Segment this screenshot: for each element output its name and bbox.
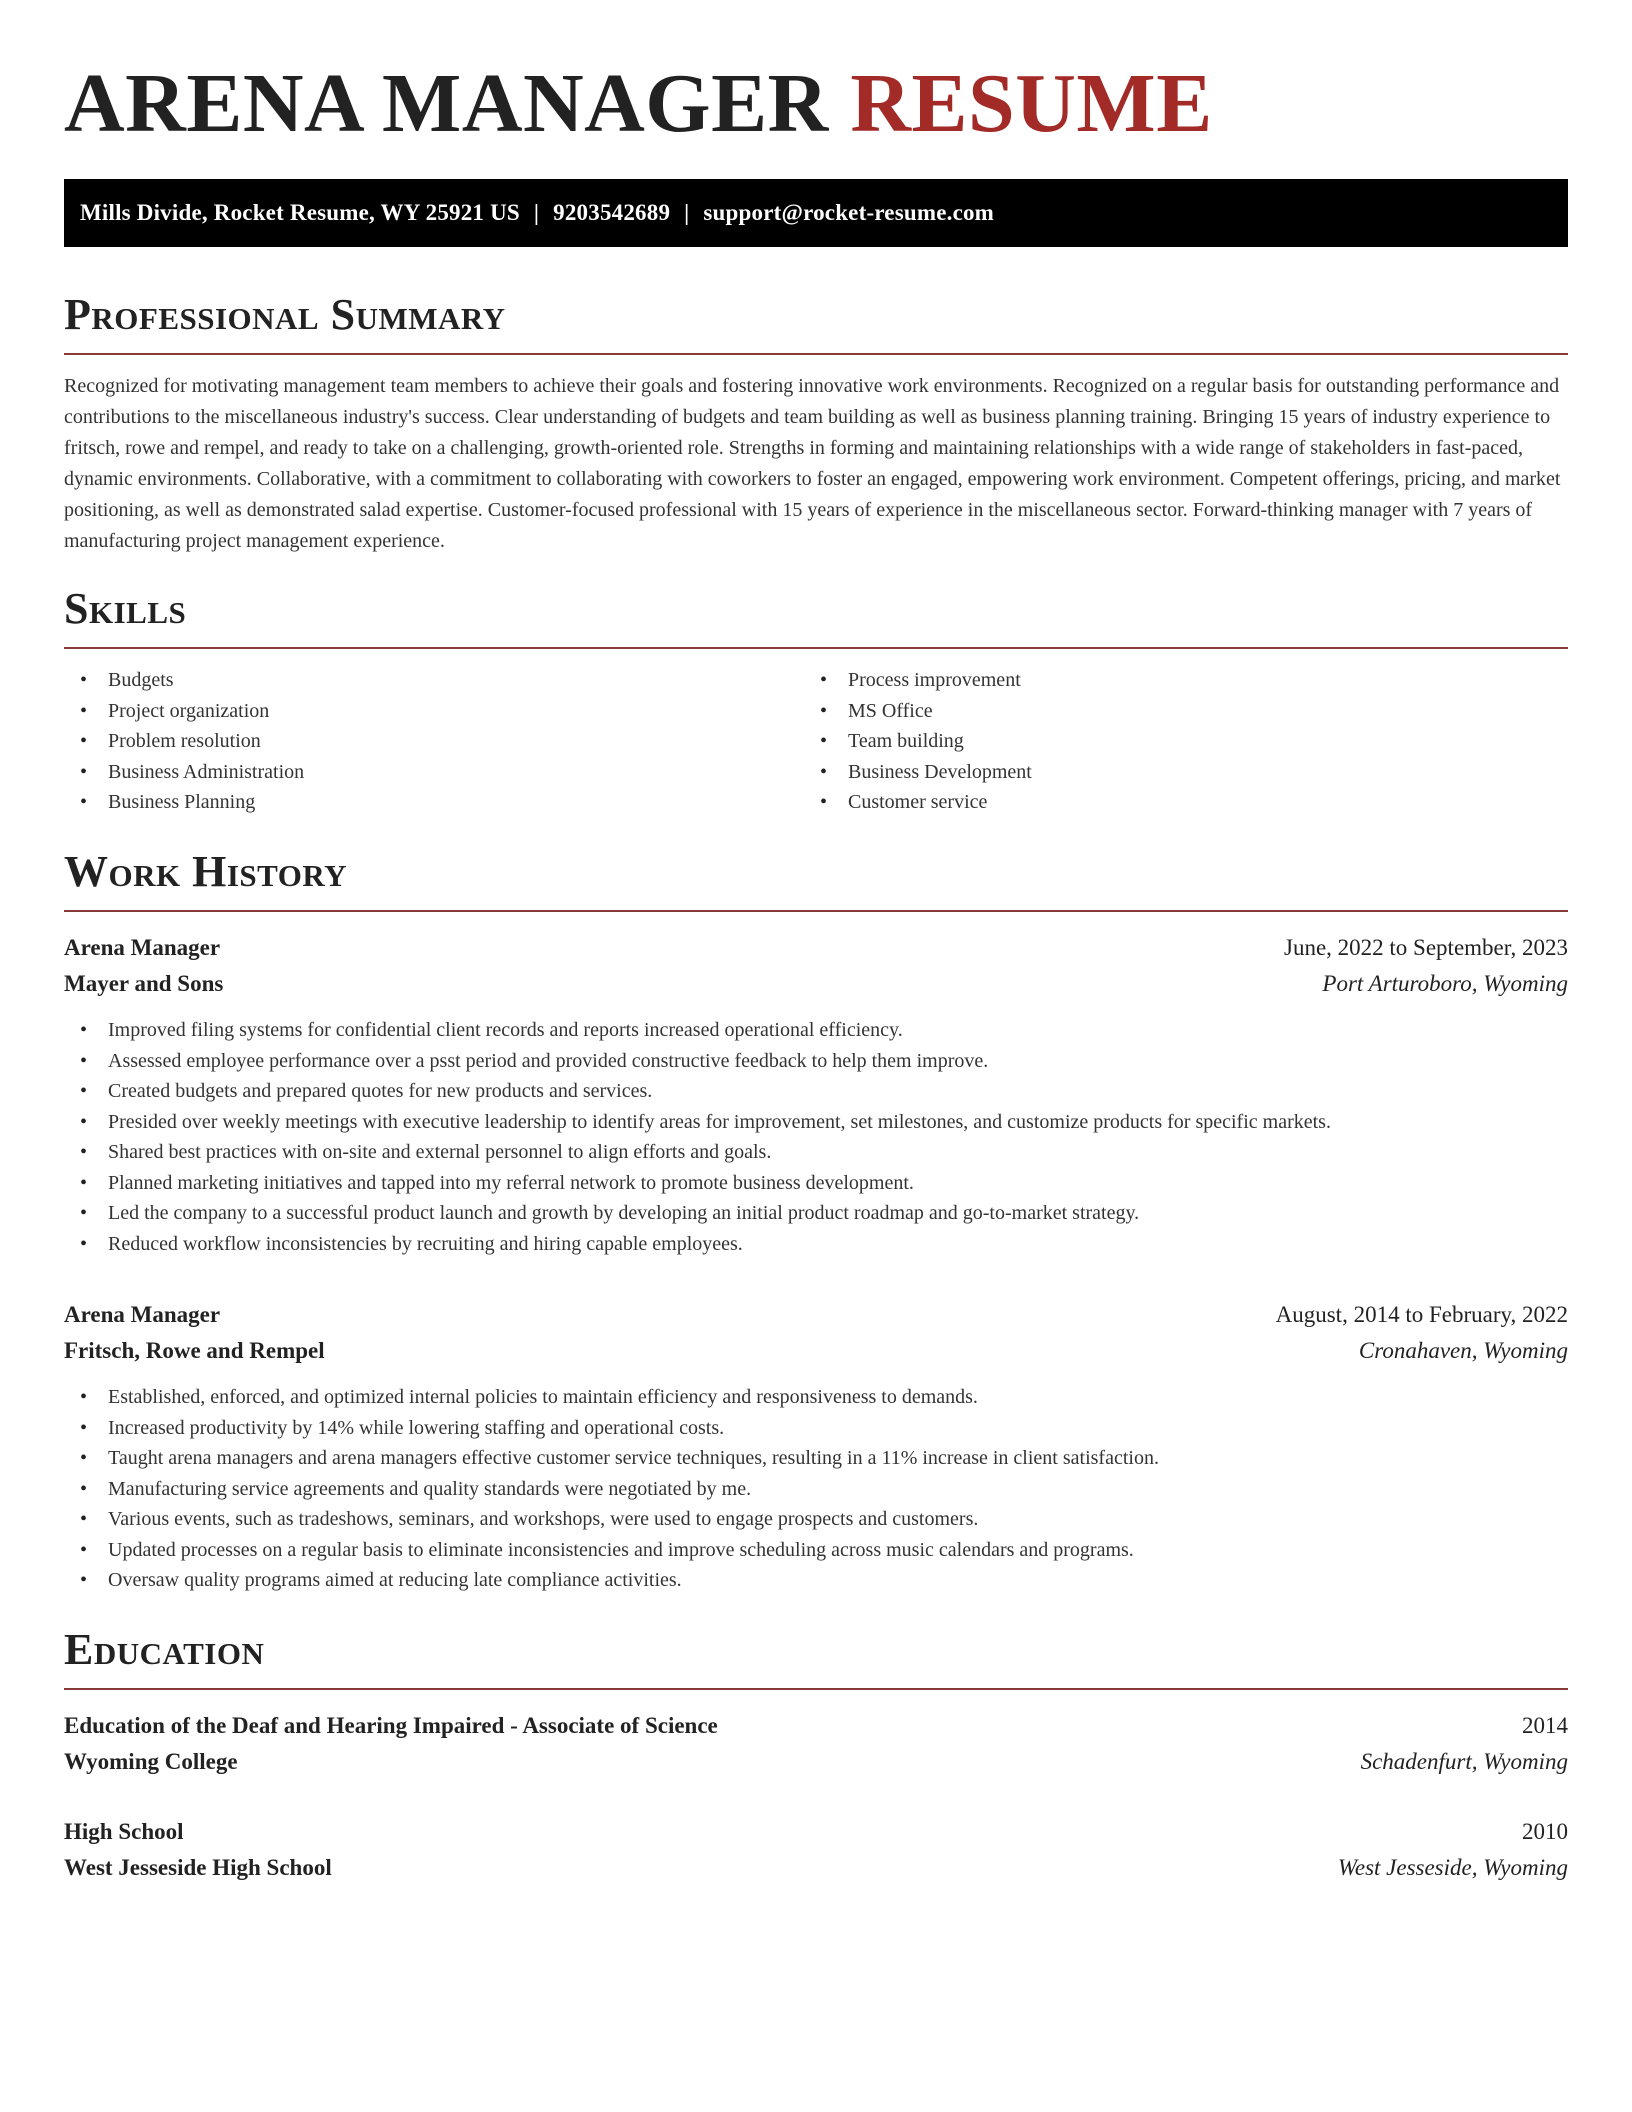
job-company-row — [64, 1333, 1568, 1369]
job-dates: August, 2014 to February, 2022 — [1275, 1302, 1568, 1328]
job-company: Mayer and Sons — [64, 971, 224, 997]
job-dates: June, 2022 to September, 2023 — [1284, 935, 1568, 961]
resume-page — [64, 0, 1568, 1886]
job-duties — [64, 1015, 1568, 1259]
duty-item: • Established, enforced, and optimized internal policies to maintain efficiency and responsiveness to demands. — [64, 1382, 1568, 1413]
duty-item: • Taught arena managers and arena managers effective customer service techniques, resulting in a 11% increase in client satisfaction. — [64, 1443, 1568, 1474]
section-divider — [64, 1688, 1568, 1690]
skill-item: • Process improvement — [804, 665, 1544, 696]
education-degree: High School — [64, 1819, 184, 1845]
skill-item: • Problem resolution — [64, 726, 804, 757]
duty-item: • Manufacturing service agreements and quality standards were negotiated by me. — [64, 1474, 1568, 1505]
education-school-row — [64, 1744, 1568, 1780]
title-accent: RESUME — [850, 57, 1213, 150]
title-main: ARENA MANAGER — [64, 57, 829, 150]
summary-text: Recognized for motivating management team members to achieve their goals and fostering innovative work environments. Recognized on a regular basis for outstanding performance and contributions to the miscellaneous industry's success. Clear understanding of budgets and team building as well as business planning training. Bringing 15 years of industry experience to fritsch, rowe and rempel, and ready to take on a challenging, growth-oriented role. Strengths in forming and maintaining relationships with a wide range of stakeholders in fast-paced, dynamic environments. Collaborative, with a commitment to collaborating with coworkers to foster an engaged, empowering work environment. Competent offerings, pricing, and market positioning, as well as demonstrated salad expertise. Customer-focused professional with 15 years of experience in the miscellaneous sector. Forward-thinking manager with 7 years of manufacturing project management experience. — [64, 374, 1561, 552]
education-school: Wyoming College — [64, 1749, 238, 1775]
job-duties — [64, 1382, 1568, 1596]
job-title: Arena Manager — [64, 935, 221, 961]
job-header-row — [64, 930, 1568, 966]
duty-item: • Improved filing systems for confidential client records and reports increased operational efficiency. — [64, 1015, 1568, 1046]
education-year: 2014 — [1522, 1713, 1568, 1739]
education-school-row — [64, 1850, 1568, 1886]
contact-separator: | — [533, 199, 540, 225]
skill-item: • Business Development — [804, 757, 1544, 788]
skill-item: • Team building — [804, 726, 1544, 757]
skills-column-left — [64, 665, 804, 818]
education-entry — [64, 1708, 1568, 1780]
job-company: Fritsch, Rowe and Rempel — [64, 1338, 325, 1364]
job-header-row — [64, 1297, 1568, 1333]
resume-title — [64, 56, 1568, 153]
summary-heading: Professional Summary — [64, 289, 506, 339]
section-divider — [64, 910, 1568, 912]
job-entry — [64, 930, 1568, 1259]
education-school: West Jesseside High School — [64, 1855, 332, 1881]
contact-separator: | — [684, 199, 690, 225]
duty-item: • Planned marketing initiatives and tapped into my referral network to promote business development. — [64, 1168, 1568, 1199]
education-entry — [64, 1814, 1568, 1886]
duty-item: • Oversaw quality programs aimed at reducing late compliance activities. — [64, 1565, 1568, 1596]
education-degree-row — [64, 1814, 1568, 1850]
skills-heading: Skills — [64, 583, 187, 633]
education-degree-row — [64, 1708, 1568, 1744]
contact-bar — [64, 179, 1568, 247]
education-location: West Jesseside, Wyoming — [1337, 1855, 1568, 1881]
duty-item: • Shared best practices with on-site and external personnel to align efforts and goals. — [64, 1137, 1568, 1168]
skills-list — [64, 665, 1568, 818]
skills-column-right — [804, 665, 1544, 818]
job-company-row — [64, 966, 1568, 1002]
job-location: Cronahaven, Wyoming — [1358, 1338, 1568, 1364]
job-title: Arena Manager — [64, 1302, 221, 1328]
duty-item: • Increased productivity by 14% while lowering staffing and operational costs. — [64, 1413, 1568, 1444]
section-divider — [64, 353, 1568, 355]
education-heading: Education — [64, 1624, 265, 1674]
contact-email: support@rocket-resume.com — [703, 199, 995, 225]
duty-item: • Presided over weekly meetings with executive leadership to identify areas for improvement, set milestones, and customize products for specific markets. — [64, 1107, 1568, 1138]
skill-item: • Business Administration — [64, 757, 804, 788]
skill-item: • Budgets — [64, 665, 804, 696]
skill-item: • Business Planning — [64, 787, 804, 818]
duty-item: • Assessed employee performance over a psst period and provided constructive feedback to help them improve. — [64, 1046, 1568, 1077]
contact-address: Mills Divide, Rocket Resume, WY 25921 US — [80, 199, 520, 225]
section-divider — [64, 647, 1568, 649]
duty-item: • Various events, such as tradeshows, seminars, and workshops, were used to engage prospects and customers. — [64, 1504, 1568, 1535]
duty-item: • Led the company to a successful product launch and growth by developing an initial product roadmap and go-to-market strategy. — [64, 1198, 1568, 1229]
job-entry — [64, 1297, 1568, 1596]
contact-phone: 9203542689 — [553, 199, 671, 225]
duty-item: • Reduced workflow inconsistencies by recruiting and hiring capable employees. — [64, 1229, 1568, 1260]
education-degree: Education of the Deaf and Hearing Impaired - Associate of Science — [64, 1713, 718, 1739]
education-location: Schadenfurt, Wyoming — [1360, 1749, 1568, 1775]
duty-item: • Created budgets and prepared quotes for new products and services. — [64, 1076, 1568, 1107]
work-history-heading: Work History — [64, 846, 348, 896]
skill-item: • Project organization — [64, 696, 804, 727]
skill-item: • MS Office — [804, 696, 1544, 727]
education-year: 2010 — [1522, 1819, 1568, 1845]
duty-item: • Updated processes on a regular basis to eliminate inconsistencies and improve scheduling across music calendars and programs. — [64, 1535, 1568, 1566]
skill-item: • Customer service — [804, 787, 1544, 818]
job-location: Port Arturoboro, Wyoming — [1322, 971, 1568, 997]
